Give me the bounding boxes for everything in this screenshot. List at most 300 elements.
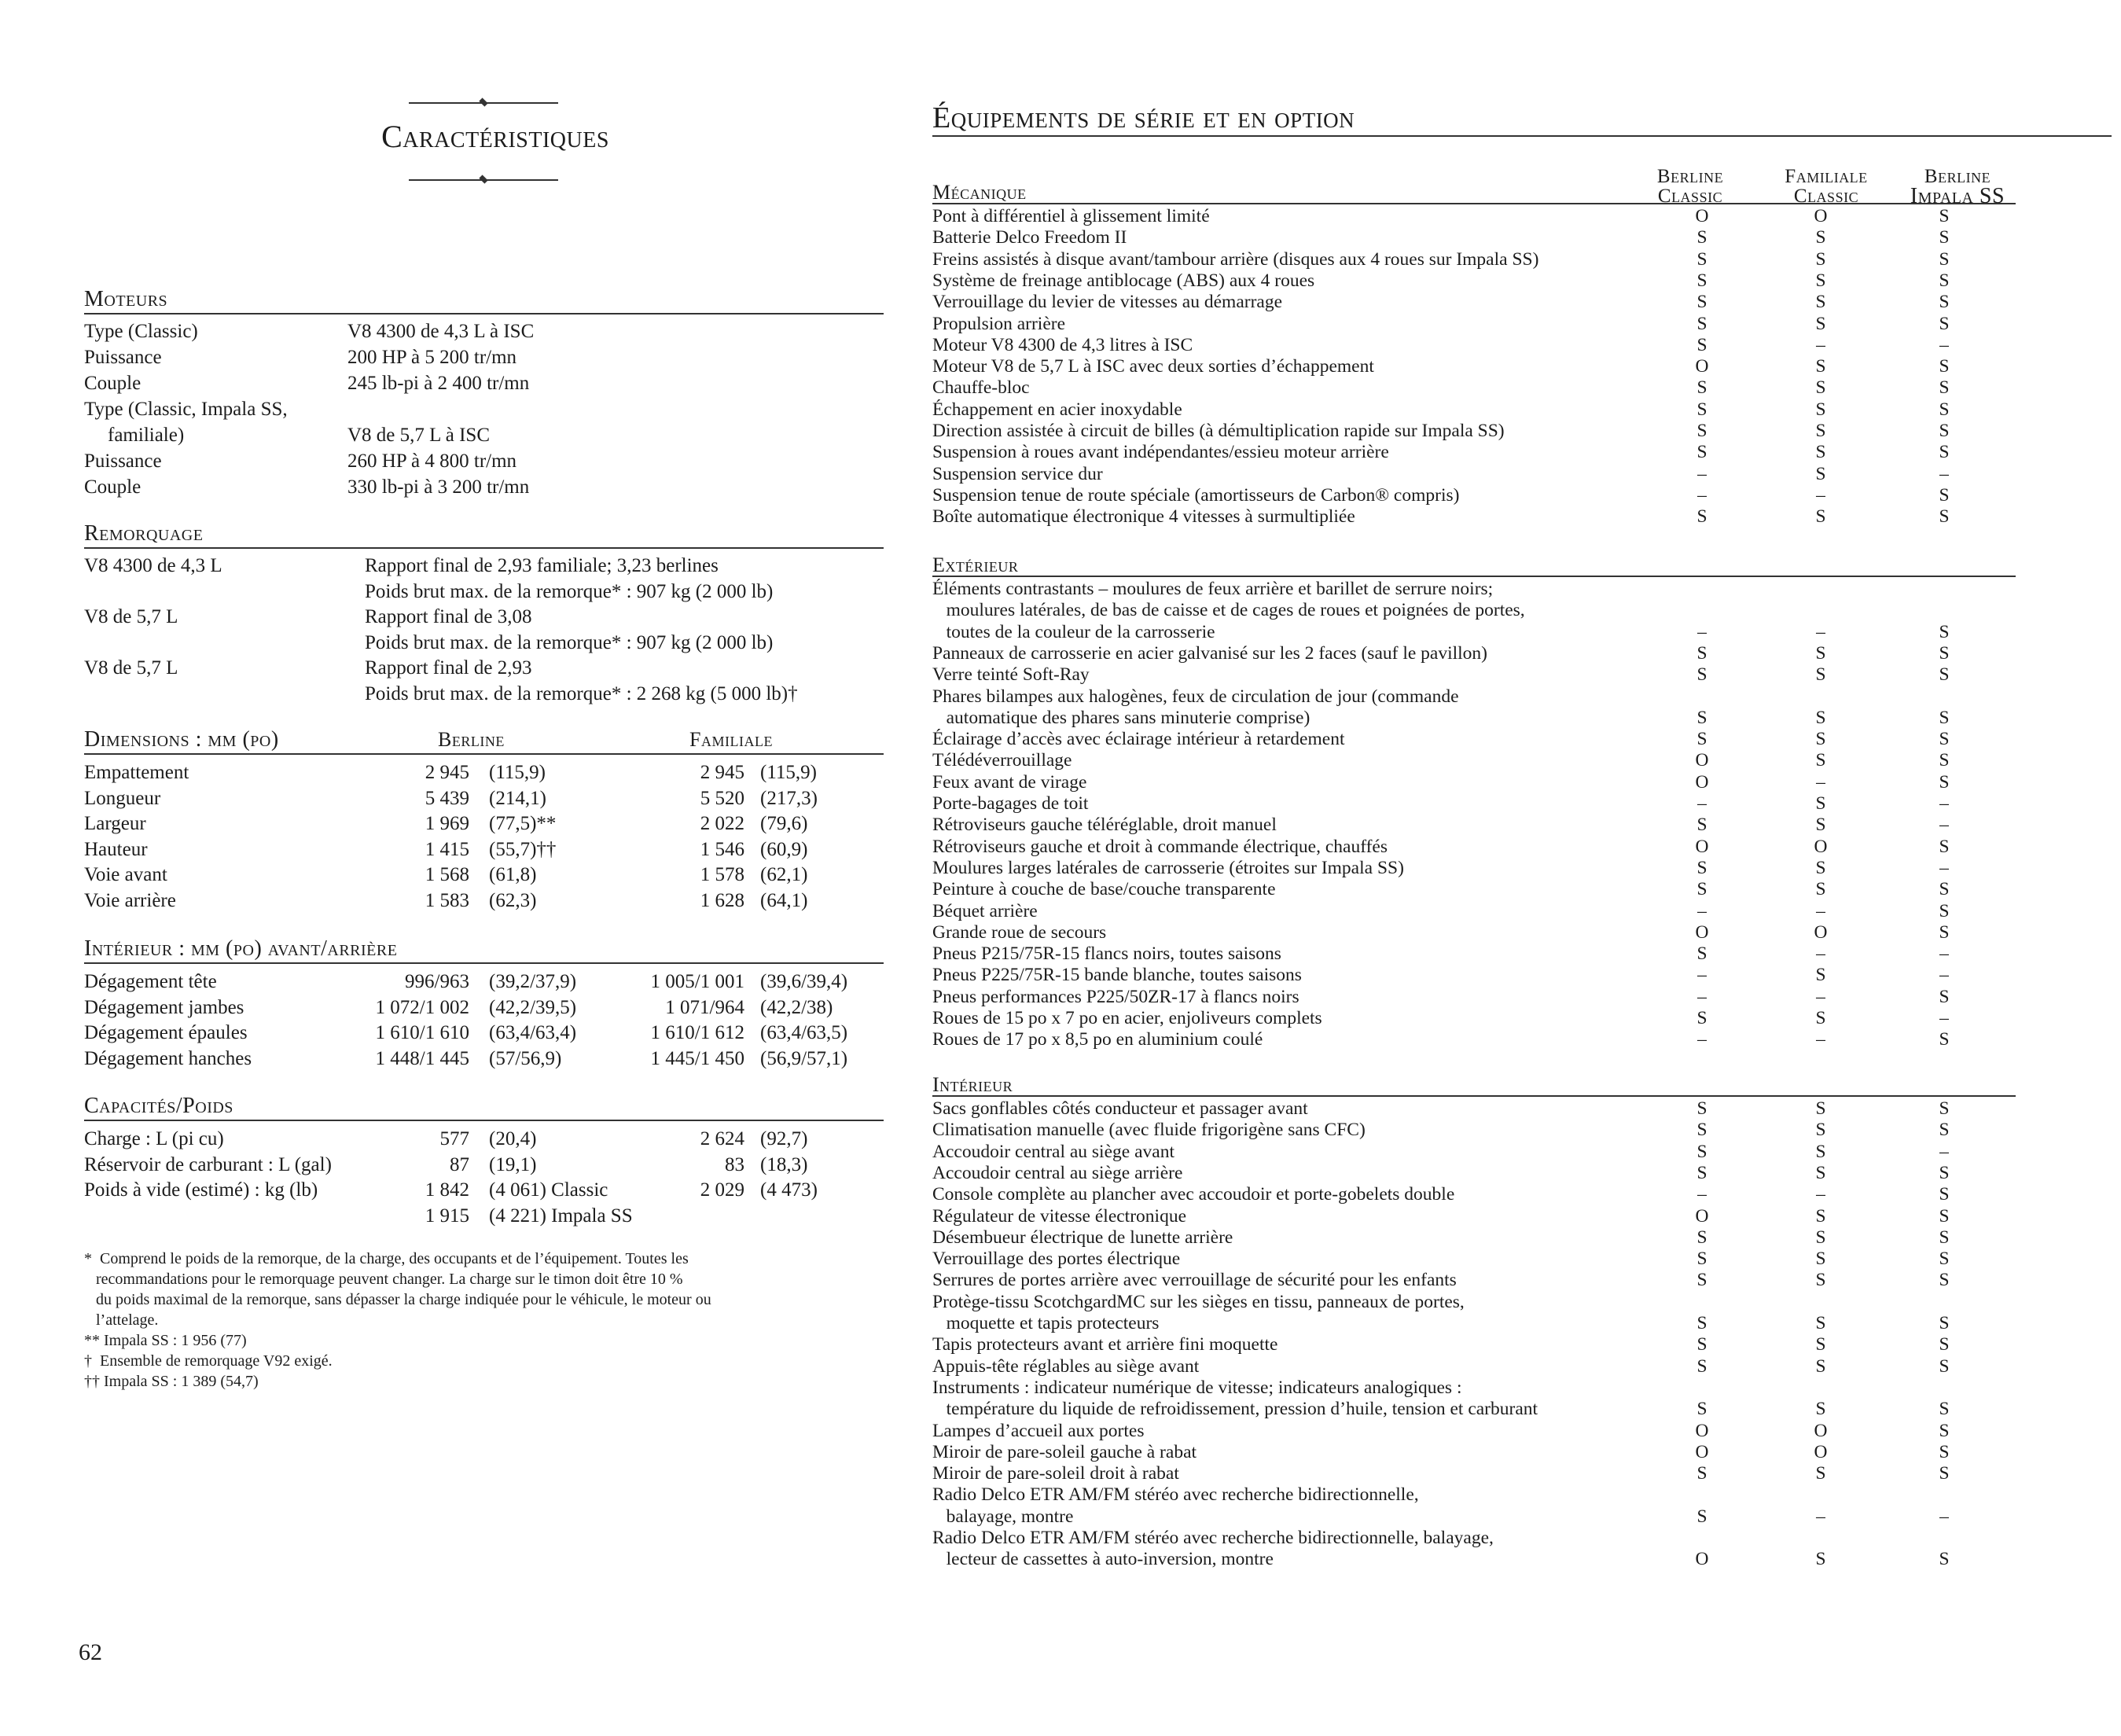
interior-berline-in: (57/56,9)	[489, 1047, 562, 1069]
availability-impala-ss: S	[1939, 1098, 1950, 1119]
dimensions-berline-mm: 5 439	[425, 787, 469, 809]
availability-berline-classic: S	[1696, 1249, 1707, 1270]
availability-berline-classic: –	[1697, 965, 1707, 986]
equipment-label: Tapis protecteurs avant et arrière fini moquette	[932, 1334, 1278, 1355]
dimensions-berline-in: (61,8)	[489, 864, 537, 886]
availability-familiale-classic: S	[1815, 965, 1826, 986]
capacities-label: Réservoir de carburant : L (gal)	[84, 1153, 332, 1175]
equipment-row	[932, 227, 2016, 248]
availability-familiale-classic: S	[1815, 377, 1826, 399]
dimensions-berline-mm: 1 568	[425, 864, 469, 886]
availability-berline-classic: S	[1696, 642, 1707, 664]
engine-spec-label: Type (Classic)	[84, 321, 198, 342]
engine-spec-label: Type (Classic, Impala SS,	[84, 399, 288, 420]
availability-familiale-classic: S	[1815, 1162, 1826, 1183]
equipment-row	[932, 879, 2016, 900]
equipment-label: Verrouillage des portes électrique	[932, 1249, 1181, 1270]
column-header-berline-impala-ss: Berline Impala SS	[1910, 166, 2005, 208]
availability-berline-classic: S	[1696, 707, 1707, 728]
availability-impala-ss: S	[1939, 377, 1950, 399]
capacities-heading: Capacités/Poids	[84, 1093, 884, 1121]
dimensions-familiale-mm: 2 945	[700, 762, 744, 783]
equipment-label: Boîte automatique électronique 4 vitesses à surmultipliée	[932, 506, 1355, 528]
equipment-label: Miroir de pare-soleil droit à rabat	[932, 1463, 1179, 1484]
availability-impala-ss: S	[1939, 1162, 1950, 1183]
availability-berline-classic: S	[1696, 313, 1707, 334]
availability-familiale-classic: O	[1814, 206, 1828, 226]
availability-impala-ss: S	[1939, 227, 1950, 248]
interior-row	[84, 995, 884, 1021]
towing-engine-label: V8 4300 de 4,3 L	[84, 555, 222, 576]
availability-familiale-classic: –	[1816, 484, 1825, 506]
capacities-row	[84, 1203, 884, 1229]
equipment-row	[932, 1292, 2016, 1335]
availability-berline-classic: O	[1695, 1549, 1709, 1570]
availability-impala-ss: –	[1939, 463, 1949, 484]
capacities-berline-in: (20,4)	[489, 1128, 537, 1149]
capacities-familiale-in: (92,7)	[760, 1128, 808, 1149]
interior-berline-in: (42,2/39,5)	[489, 996, 577, 1018]
equipment-label: Échappement en acier inoxydable	[932, 399, 1182, 420]
availability-berline-classic: S	[1696, 292, 1707, 313]
equipment-label: Grande roue de secours	[932, 921, 1107, 943]
equipment-row	[932, 643, 2016, 664]
availability-familiale-classic: S	[1815, 313, 1826, 334]
equipment-label: Pneus P225/75R-15 bande blanche, toutes saisons	[932, 965, 1302, 986]
towing-row	[84, 553, 884, 605]
availability-impala-ss: S	[1939, 900, 1950, 921]
column-header-berline-classic: Berline Classic	[1656, 166, 1724, 207]
equipment-label: Freins assistés à disque avant/tambour arrière (disques aux 4 roues sur Impala SS)	[932, 248, 1539, 270]
equipment-row	[932, 314, 2016, 335]
availability-berline-classic: S	[1696, 399, 1707, 420]
interior-berline-mm: 1 610/1 610	[375, 1022, 469, 1044]
availability-berline-classic: S	[1696, 377, 1707, 399]
engine-spec-row	[84, 370, 884, 396]
equipment-label: Béquet arrière	[932, 900, 1038, 921]
equipment-row	[932, 206, 2016, 227]
equipment-row	[932, 1484, 2016, 1528]
equipment-row	[932, 858, 2016, 879]
availability-familiale-classic: –	[1816, 900, 1825, 921]
availability-impala-ss: –	[1939, 793, 1949, 814]
towing-row	[84, 604, 884, 656]
equipment-label: Sacs gonflables côtés conducteur et passager avant	[932, 1098, 1308, 1119]
equipment-label: Moulures larges latérales de carrosserie (étroites sur Impala SS)	[932, 857, 1404, 878]
dimensions-berline-mm: 1 415	[425, 838, 469, 860]
equipment-label: Protège-tissu ScotchgardMC sur les sièges en tissu, panneaux de portes,	[932, 1291, 1465, 1312]
capacities-familiale-in: (4 473)	[760, 1179, 818, 1201]
interior-familiale-mm: 1 005/1 001	[650, 971, 744, 992]
equipment-label: Chauffe-bloc	[932, 377, 1030, 399]
towing-axle-ratio: Rapport final de 2,93 familiale; 3,23 berlines	[365, 555, 719, 576]
availability-impala-ss: S	[1939, 1399, 1950, 1420]
equipment-label: Système de freinage antiblocage (ABS) aux 4 roues	[932, 270, 1315, 291]
dimensions-row	[84, 837, 884, 862]
specifications-title: Caractéristiques	[381, 119, 609, 154]
engine-spec-value: V8 4300 de 4,3 L à ISC	[347, 321, 535, 342]
equipment-row	[932, 750, 2016, 771]
dimensions-label: Longueur	[84, 787, 161, 809]
availability-impala-ss: S	[1939, 1549, 1950, 1570]
section-heading-1: Extérieur	[932, 555, 2016, 577]
availability-impala-ss: S	[1939, 1205, 1950, 1227]
availability-impala-ss: S	[1939, 206, 1950, 226]
availability-impala-ss: S	[1939, 921, 1950, 943]
towing-engine-label: V8 de 5,7 L	[84, 657, 178, 679]
equipment-label: Éléments contrastants – moulures de feux arrière et barillet de serrure noirs;	[932, 579, 1494, 599]
dimensions-label: Largeur	[84, 813, 146, 835]
availability-berline-classic: –	[1697, 1184, 1707, 1205]
capacities-row	[84, 1177, 884, 1203]
column-header-familiale-classic: Familiale Classic	[1785, 166, 1868, 207]
availability-impala-ss: S	[1939, 879, 1950, 900]
availability-familiale-classic: O	[1814, 1441, 1828, 1462]
section-heading-0: Mécanique	[932, 182, 2016, 204]
equipment-row	[932, 1184, 2016, 1205]
equipment-row	[932, 1029, 2016, 1050]
engine-spec-value: 245 lb-pi à 2 400 tr/mn	[347, 373, 530, 394]
equipment-row	[932, 1334, 2016, 1355]
dimensions-familiale-in: (64,1)	[760, 890, 808, 911]
dimensions-berline-mm: 1 969	[425, 813, 469, 835]
dimensions-berline-in: (115,9)	[489, 762, 546, 783]
equipment-row	[932, 506, 2016, 528]
equipment-label: Éclairage d’accès avec éclairage intérieur à retardement	[932, 729, 1345, 750]
availability-familiale-classic: S	[1815, 1205, 1826, 1227]
availability-berline-classic: S	[1696, 1162, 1707, 1183]
engine-spec-label: Puissance	[84, 451, 162, 472]
equipment-label: Instruments : indicateur numérique de vitesse; indicateurs analogiques :	[932, 1377, 1462, 1398]
engine-spec-value: 200 HP à 5 200 tr/mn	[347, 347, 517, 368]
interior-berline-mm: 1 072/1 002	[375, 996, 469, 1018]
dimensions-berline-in: (77,5)**	[489, 813, 557, 835]
equipment-row	[932, 1528, 2016, 1571]
availability-berline-classic: S	[1696, 1098, 1707, 1119]
availability-impala-ss: S	[1939, 506, 1950, 528]
availability-impala-ss: S	[1939, 292, 1950, 313]
equipment-label: Pont à différentiel à glissement limité	[932, 206, 1210, 226]
availability-berline-classic: O	[1695, 1420, 1709, 1441]
equipment-label: Propulsion arrière	[932, 313, 1066, 334]
towing-heading: Remorquage	[84, 520, 884, 549]
engine-spec-row	[84, 344, 884, 370]
equipment-row	[932, 442, 2016, 463]
equipment-label: Moteur V8 de 5,7 L à ISC avec deux sorties d’échappement	[932, 356, 1374, 377]
page-number: 62	[79, 1639, 102, 1665]
engine-spec-value: 260 HP à 4 800 tr/mn	[347, 451, 517, 472]
availability-berline-classic: –	[1697, 793, 1707, 814]
availability-impala-ss: S	[1939, 248, 1950, 270]
interior-berline-mm: 996/963	[405, 971, 469, 992]
availability-berline-classic: –	[1697, 986, 1707, 1007]
equipment-row	[932, 1463, 2016, 1484]
availability-familiale-classic: S	[1815, 729, 1826, 750]
availability-impala-ss: S	[1939, 1334, 1950, 1355]
availability-impala-ss: S	[1939, 1312, 1950, 1333]
equipment-label: toutes de la couleur de la carrosserie	[932, 621, 1215, 642]
availability-impala-ss: S	[1939, 1355, 1950, 1377]
equipment-row	[932, 292, 2016, 313]
equipment-row	[932, 1120, 2016, 1141]
equipment-label: Suspension service dur	[932, 463, 1103, 484]
equipment-label: Verrouillage du levier de vitesses au démarrage	[932, 292, 1283, 313]
availability-berline-classic: S	[1696, 227, 1707, 248]
availability-impala-ss: –	[1939, 1141, 1949, 1162]
availability-familiale-classic: S	[1815, 292, 1826, 313]
availability-berline-classic: S	[1696, 421, 1707, 441]
equipment-row	[932, 1421, 2016, 1442]
availability-berline-classic: S	[1696, 815, 1707, 836]
availability-impala-ss: –	[1939, 857, 1949, 878]
availability-berline-classic: S	[1696, 1141, 1707, 1162]
availability-berline-classic: S	[1696, 729, 1707, 750]
equipment-label: moulures latérales, de bas de caisse et de cages de roues et poignées de portes,	[932, 600, 1525, 621]
interior-dimensions-heading: Intérieur : mm (po) avant/arrière	[84, 936, 884, 964]
availability-berline-classic: S	[1696, 857, 1707, 878]
equipment-label: moquette et tapis protecteurs	[932, 1312, 1160, 1333]
availability-berline-classic: O	[1695, 836, 1709, 857]
availability-berline-classic: –	[1697, 621, 1707, 642]
capacities-berline-in: (4 061) Classic	[489, 1179, 608, 1201]
engine-spec-label: familiale)	[108, 425, 185, 446]
availability-impala-ss: S	[1939, 270, 1950, 291]
equipment-label: Régulateur de vitesse électronique	[932, 1205, 1186, 1227]
availability-impala-ss: S	[1939, 1270, 1950, 1291]
availability-impala-ss: S	[1939, 1184, 1950, 1205]
interior-berline-in: (63,4/63,4)	[489, 1022, 577, 1044]
availability-familiale-classic: S	[1815, 463, 1826, 484]
equipment-row	[932, 1206, 2016, 1227]
availability-berline-classic: S	[1696, 442, 1707, 463]
equipment-label: Lampes d’accueil aux portes	[932, 1420, 1145, 1441]
dimensions-label: Voie avant	[84, 864, 167, 886]
availability-berline-classic: S	[1696, 1355, 1707, 1377]
interior-familiale-in: (39,6/39,4)	[760, 971, 848, 992]
towing-max-weight: Poids brut max. de la remorque* : 907 kg (2 000 lb)	[365, 632, 774, 653]
interior-familiale-in: (63,4/63,5)	[760, 1022, 848, 1044]
equipment-label: Radio Delco ETR AM/FM stéréo avec recherche bidirectionnelle,	[932, 1484, 1419, 1506]
availability-berline-classic: S	[1696, 1120, 1707, 1141]
equipment-row	[932, 1270, 2016, 1291]
interior-familiale-mm: 1 445/1 450	[650, 1047, 744, 1069]
availability-berline-classic: S	[1696, 506, 1707, 528]
dimensions-row	[84, 862, 884, 888]
dimensions-row	[84, 760, 884, 785]
equipment-label: Accoudoir central au siège arrière	[932, 1162, 1183, 1183]
availability-impala-ss: S	[1939, 707, 1950, 728]
towing-row	[84, 655, 884, 707]
interior-familiale-in: (42,2/38)	[760, 996, 833, 1018]
availability-familiale-classic: S	[1815, 664, 1826, 686]
equipment-label: Phares bilampes aux halogènes, feux de circulation de jour (commande	[932, 686, 1459, 707]
availability-berline-classic: –	[1697, 1029, 1707, 1050]
dimensions-berline-in: (55,7)††	[489, 838, 557, 860]
dimensions-familiale-in: (79,6)	[760, 813, 808, 835]
availability-berline-classic: S	[1696, 1399, 1707, 1420]
availability-berline-classic: O	[1695, 1441, 1709, 1462]
equipment-label: Suspension tenue de route spéciale (amortisseurs de Carbon® compris)	[932, 484, 1460, 506]
availability-impala-ss: S	[1939, 1120, 1950, 1141]
availability-familiale-classic: –	[1816, 1184, 1825, 1205]
interior-familiale-mm: 1 610/1 612	[650, 1022, 744, 1044]
availability-berline-classic: S	[1696, 1270, 1707, 1291]
engine-spec-label: Couple	[84, 373, 142, 394]
dimensions-familiale-in: (217,3)	[760, 787, 818, 809]
dimensions-familiale-mm: 1 546	[700, 838, 744, 860]
equipment-label: Batterie Delco Freedom II	[932, 227, 1127, 248]
capacities-familiale-mm: 2 029	[700, 1179, 744, 1201]
availability-impala-ss: S	[1939, 771, 1950, 793]
equipment-row	[932, 356, 2016, 377]
equipment-row	[932, 987, 2016, 1008]
towing-max-weight: Poids brut max. de la remorque* : 907 kg (2 000 lb)	[365, 581, 774, 602]
footnote-line: l’attelage.	[84, 1311, 159, 1329]
availability-berline-classic: S	[1696, 1227, 1707, 1248]
equipment-label: Peinture à couche de base/couche transparente	[932, 879, 1276, 900]
availability-familiale-classic: –	[1816, 1029, 1825, 1050]
availability-impala-ss: S	[1939, 313, 1950, 334]
equipment-row	[932, 1008, 2016, 1029]
dimensions-row	[84, 811, 884, 837]
footnote-line: * Comprend le poids de la remorque, de la charge, des occupants et de l’équipement. Toutes les	[84, 1250, 689, 1267]
dimensions-heading: Dimensions : mm (po)	[84, 727, 279, 752]
availability-berline-classic: O	[1695, 356, 1709, 377]
equipment-label: balayage, montre	[932, 1506, 1074, 1527]
availability-familiale-classic: S	[1815, 857, 1826, 878]
availability-familiale-classic: S	[1815, 1141, 1826, 1162]
interior-row	[84, 969, 884, 995]
availability-berline-classic: O	[1695, 206, 1709, 226]
equipment-label: Désembueur électrique de lunette arrière	[932, 1227, 1233, 1248]
availability-familiale-classic: S	[1815, 506, 1826, 528]
equipment-label: Rétroviseurs gauche téléréglable, droit manuel	[932, 815, 1277, 836]
availability-berline-classic: –	[1697, 484, 1707, 506]
equipment-label: Direction assistée à circuit de billes (à démultiplication rapide sur Impala SS)	[932, 421, 1505, 441]
equipment-label: lecteur de cassettes à auto-inversion, montre	[932, 1549, 1274, 1570]
equipment-row	[932, 664, 2016, 686]
capacities-row	[84, 1126, 884, 1152]
engine-spec-row	[84, 474, 884, 500]
dimensions-label: Voie arrière	[84, 890, 176, 911]
towing-axle-ratio: Rapport final de 3,08	[365, 606, 532, 627]
title-ornament-bottom-dot	[479, 175, 487, 183]
availability-impala-ss: S	[1939, 1463, 1950, 1484]
capacities-berline-mm: 577	[439, 1128, 469, 1149]
availability-familiale-classic: –	[1816, 1506, 1825, 1527]
title-rule	[932, 135, 2112, 137]
availability-familiale-classic: O	[1814, 836, 1828, 857]
towing-max-weight: Poids brut max. de la remorque* : 2 268 kg (5 000 lb)†	[365, 683, 798, 704]
availability-berline-classic: S	[1696, 1334, 1707, 1355]
equipment-label: Télédéverrouillage	[932, 750, 1072, 771]
availability-familiale-classic: S	[1815, 642, 1826, 664]
dimensions-header-row	[84, 726, 884, 755]
dimensions-familiale-in: (62,1)	[760, 864, 808, 886]
equipment-row	[932, 1249, 2016, 1270]
equipment-row	[932, 335, 2016, 356]
availability-familiale-classic: S	[1815, 399, 1826, 420]
footnote-line: recommandations pour le remorquage peuvent changer. La charge sur le timon doit être 10 %	[84, 1271, 683, 1288]
availability-berline-classic: S	[1696, 334, 1707, 355]
equipment-row	[932, 837, 2016, 858]
equipment-label: Radio Delco ETR AM/FM stéréo avec recherche bidirectionnelle, balayage,	[932, 1528, 1494, 1548]
engine-spec-value: V8 de 5,7 L à ISC	[347, 425, 490, 446]
availability-impala-ss: S	[1939, 1227, 1950, 1248]
availability-familiale-classic: S	[1815, 707, 1826, 728]
footnote-line: ** Impala SS : 1 956 (77)	[84, 1332, 247, 1349]
equipment-row	[932, 793, 2016, 815]
equipment-row	[932, 1163, 2016, 1184]
availability-familiale-classic: S	[1815, 1008, 1826, 1028]
availability-impala-ss: S	[1939, 642, 1950, 664]
footnote-line: †† Impala SS : 1 389 (54,7)	[84, 1373, 259, 1390]
interior-familiale-mm: 1 071/964	[665, 996, 744, 1018]
dimensions-row	[84, 785, 884, 811]
dimensions-familiale-mm: 5 520	[700, 787, 744, 809]
availability-berline-classic: O	[1695, 1205, 1709, 1227]
equipment-row	[932, 1142, 2016, 1163]
equipment-row	[932, 485, 2016, 506]
availability-berline-classic: O	[1695, 771, 1709, 793]
availability-familiale-classic: S	[1815, 1120, 1826, 1141]
availability-familiale-classic: O	[1814, 921, 1828, 943]
equipment-label: Climatisation manuelle (avec fluide frigorigène sans CFC)	[932, 1120, 1366, 1141]
availability-impala-ss: S	[1939, 1029, 1950, 1050]
col-familiale: Familiale	[689, 728, 773, 751]
availability-impala-ss: S	[1939, 399, 1950, 420]
equipment-label: automatique des phares sans minuterie comprise)	[932, 707, 1310, 728]
equipment-row	[932, 815, 2016, 836]
interior-label: Dégagement tête	[84, 971, 217, 992]
availability-familiale-classic: S	[1815, 421, 1826, 441]
equipment-row	[932, 1227, 2016, 1249]
capacities-berline-mm: 1 915	[425, 1205, 469, 1227]
availability-familiale-classic: S	[1815, 793, 1826, 814]
availability-familiale-classic: S	[1815, 1549, 1826, 1570]
equipment-label: Console complète au plancher avec accoudoir et porte-gobelets double	[932, 1184, 1455, 1205]
equipment-row	[932, 579, 2016, 643]
availability-familiale-classic: –	[1816, 943, 1825, 965]
interior-label: Dégagement épaules	[84, 1022, 248, 1044]
title-ornament-top-dot	[479, 97, 487, 106]
availability-impala-ss: S	[1939, 750, 1950, 771]
towing-axle-ratio: Rapport final de 2,93	[365, 657, 532, 679]
interior-berline-mm: 1 448/1 445	[375, 1047, 469, 1069]
dimensions-familiale-mm: 2 022	[700, 813, 744, 835]
availability-berline-classic: S	[1696, 1312, 1707, 1333]
capacities-berline-in: (4 221) Impala SS	[489, 1205, 633, 1227]
availability-berline-classic: S	[1696, 1008, 1707, 1028]
dimensions-familiale-mm: 1 578	[700, 864, 744, 886]
availability-familiale-classic: S	[1815, 1399, 1826, 1420]
equipment-label: Roues de 15 po x 7 po en acier, enjoliveurs complets	[932, 1008, 1322, 1028]
availability-impala-ss: –	[1939, 334, 1949, 355]
engine-spec-label: Puissance	[84, 347, 162, 368]
availability-impala-ss: S	[1939, 484, 1950, 506]
equipment-row	[932, 399, 2016, 421]
equipment-label: Miroir de pare-soleil gauche à rabat	[932, 1441, 1197, 1462]
availability-impala-ss: S	[1939, 1441, 1950, 1462]
interior-row	[84, 1020, 884, 1046]
interior-label: Dégagement jambes	[84, 996, 244, 1018]
availability-impala-ss: S	[1939, 621, 1950, 642]
interior-label: Dégagement hanches	[84, 1047, 252, 1069]
equipment-row	[932, 922, 2016, 943]
dimensions-familiale-in: (60,9)	[760, 838, 808, 860]
interior-berline-in: (39,2/37,9)	[489, 971, 577, 992]
equipment-label: Feux avant de virage	[932, 771, 1087, 793]
